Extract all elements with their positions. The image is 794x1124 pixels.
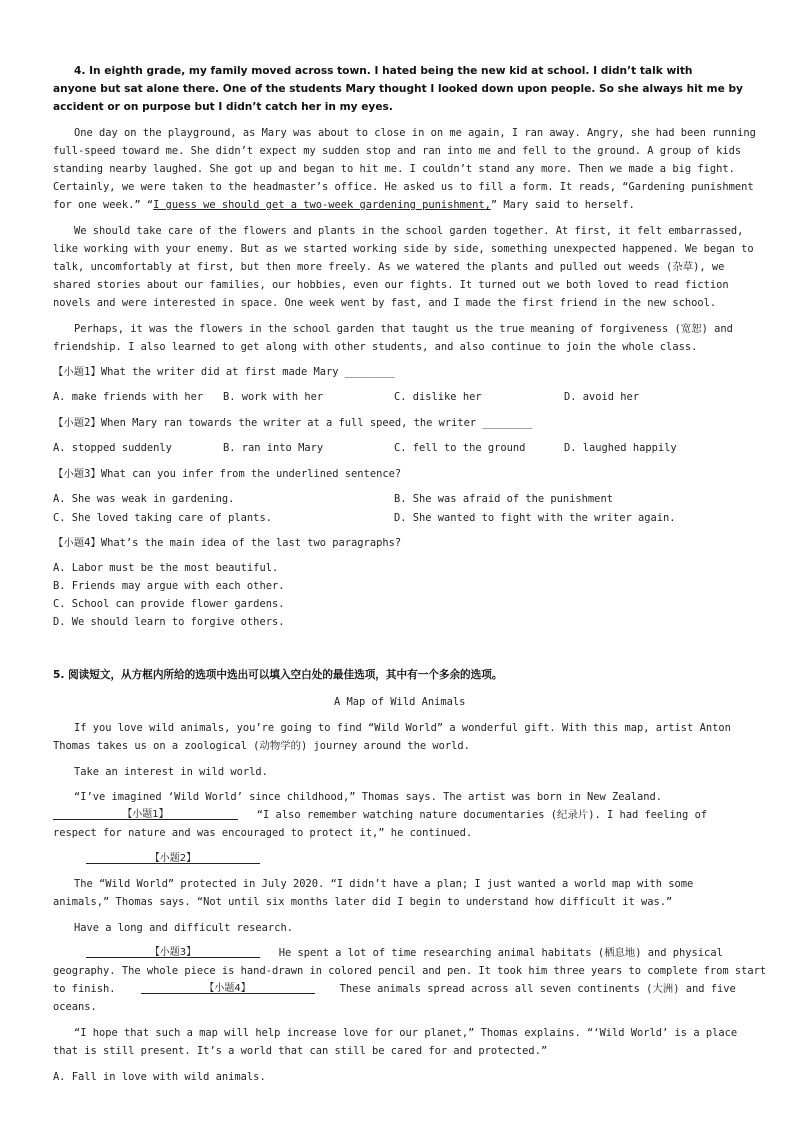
q4-p3-line-1: Perhaps, it was the flowers in the school garden that taught us the true meaning of forgiveness (宽恕) and — [74, 323, 733, 335]
q5-p2-line-2 — [53, 808, 707, 822]
q4-sub1-option-b[interactable]: B. work with her — [223, 391, 324, 403]
q4-p1-line-3: standing nearby laughed. She got up and began to hit me. I couldn’t stand any more. Then we made a big fight. — [53, 163, 735, 175]
q5-p4-line-1-text: He spent a lot of time researching animal habitats (栖息地) and physical — [278, 947, 723, 959]
blank-1[interactable] — [53, 808, 238, 820]
q4-sub4-option-d[interactable]: D. We should learn to forgive others. — [53, 616, 285, 628]
q4-sub1-stem: 【小题1】What the writer did at first made Mary ________ — [53, 366, 395, 378]
q4-sub3-option-c[interactable]: C. She loved taking care of plants. — [53, 512, 272, 524]
q4-p1-line-4: Certainly, we were taken to the headmaster’s office. He asked us to fill a form. It reads, “Gardening punishment — [53, 181, 754, 193]
q4-intro-line-1: 4. In eighth grade, my family moved across town. I hated being the new kid at school. I didn’t talk with — [74, 65, 693, 77]
q5-p5-line-1: “I hope that such a map will help increase love for our planet,” Thomas explains. “‘Wild World’ is a place — [74, 1027, 738, 1039]
q5-p3-line-2: animals,” Thomas says. “Not until six months later did I begin to understand how difficult it was.” — [53, 896, 673, 908]
q4-p2-line-2: like working with your enemy. But as we started working side by side, something unexpected happened. We began to — [53, 243, 754, 255]
q5-option-a[interactable]: A. Fall in love with wild animals. — [53, 1071, 266, 1083]
q4-sub3-option-b[interactable]: B. She was afraid of the punishment — [394, 493, 613, 505]
q4-sub2-stem: 【小题2】When Mary ran towards the writer at a full speed, the writer ________ — [53, 417, 533, 429]
q4-sub3-option-d[interactable]: D. She wanted to fight with the writer again. — [394, 512, 676, 524]
q4-sub4-stem: 【小题4】What’s the main idea of the last two paragraphs? — [53, 537, 402, 549]
q4-sub4-option-c[interactable]: C. School can provide flower gardens. — [53, 598, 285, 610]
q5-p5-line-2: that is still present. It’s a world that can still be cared for and protected.” — [53, 1045, 548, 1057]
q4-p2-line-4: shared stories about our families, our hobbies, even our fights. It turned out we both loved to read fiction — [53, 279, 729, 291]
q5-p4-line-2: geography. The whole piece is hand-drawn in colored pencil and pen. It took him three years to complete from start — [53, 965, 767, 977]
q5-p1-line-2: Thomas takes us on a zoological (动物学的) journey around the world. — [53, 740, 470, 752]
q4-sub3-option-a[interactable]: A. She was weak in gardening. — [53, 493, 235, 505]
q5-p3-line-1: The “Wild World” protected in July 2020. “I didn’t have a plan; I just wanted a world map with some — [74, 878, 694, 890]
q5-p2-line-1: “I’ve imagined ‘Wild World’ since childhood,” Thomas says. The artist was born in New Zealand. — [74, 791, 663, 803]
blank-3-label: 【小题3】 — [149, 947, 197, 958]
blank-2[interactable] — [86, 852, 260, 864]
q5-p2-line-2-text: “I also remember watching nature documentaries (纪录片). I had feeling of — [256, 809, 708, 821]
blank-4-label: 【小题4】 — [204, 983, 251, 994]
q4-p1-line-1: One day on the playground, as Mary was about to close in on me again, I ran away. Angry, she had been running — [74, 127, 756, 139]
q5-heading-2: Have a long and difficult research. — [74, 922, 293, 934]
q5-title: A Map of Wild Animals — [334, 696, 466, 708]
q4-p2-line-5: novels and were interested in space. One week went by fast, and I made the first friend in the new school. — [53, 297, 717, 309]
q5-instruction: 5. 阅读短文，从方框内所给的选项中选出可以填入空白处的最佳选项，其中有一个多余的选项。 — [53, 669, 503, 681]
q4-sub2-option-d[interactable]: D. laughed happily — [564, 442, 677, 454]
q4-sub1-option-c[interactable]: C. dislike her — [394, 391, 482, 403]
q5-p4-line-3-start: to finish. — [53, 983, 116, 995]
q5-p4-line-1 — [86, 946, 723, 960]
q5-p4-line-3 — [53, 982, 736, 996]
q4-intro-line-2: anyone but sat alone there. One of the students Mary thought I looked down upon people. So she always hit me by — [53, 83, 743, 95]
q4-p1-line-5 — [53, 198, 635, 212]
q5-blank-2-line — [86, 852, 260, 866]
q5-p1-line-1: If you love wild animals, you’re going to find “Wild World” a wonderful gift. With this map, artist Anton — [74, 722, 731, 734]
q4-sub2-option-b[interactable]: B. ran into Mary — [223, 442, 324, 454]
q4-sub1-option-d[interactable]: D. avoid her — [564, 391, 640, 403]
q4-intro-line-3: accident or on purpose but I didn’t catch her in my eyes. — [53, 101, 393, 113]
q5-p4-line-3-end: These animals spread across all seven continents (大洲) and five — [339, 983, 736, 995]
q5-heading-1: Take an interest in wild world. — [74, 766, 268, 778]
underlined-sentence: I guess we should get a two-week gardening punishment, — [153, 199, 491, 211]
q4-p1-line-5-start: for one week.” “ — [53, 199, 154, 211]
blank-4[interactable] — [141, 982, 315, 994]
q4-p2-line-3: talk, uncomfortably at first, but then more freely. As we watered the plants and pulled out weeds (杂草), we — [53, 261, 725, 273]
q4-sub3-stem: 【小题3】What can you infer from the underlined sentence? — [53, 468, 402, 480]
q4-sub2-option-a[interactable]: A. stopped suddenly — [53, 442, 172, 454]
q5-p4-line-4: oceans. — [53, 1001, 97, 1013]
blank-1-label: 【小题1】 — [122, 809, 169, 820]
q5-p2-line-3: respect for nature and was encouraged to protect it,” he continued. — [53, 827, 473, 839]
blank-3[interactable] — [86, 946, 260, 958]
q4-sub1-option-a[interactable]: A. make friends with her — [53, 391, 204, 403]
q4-p2-line-1: We should take care of the flowers and plants in the school garden together. At first, it felt embarrassed, — [74, 225, 744, 237]
q4-p3-line-2: friendship. I also learned to get along with other students, and also continue to join the whole class. — [53, 341, 698, 353]
q4-p1-line-5-end: ” Mary said to herself. — [490, 199, 635, 211]
q4-sub2-option-c[interactable]: C. fell to the ground — [394, 442, 526, 454]
q4-sub4-option-b[interactable]: B. Friends may argue with each other. — [53, 580, 285, 592]
blank-2-label: 【小题2】 — [149, 853, 197, 864]
q4-sub4-option-a[interactable]: A. Labor must be the most beautiful. — [53, 562, 279, 574]
q4-p1-line-2: full-speed toward me. She didn’t expect my sudden stop and ran into me and fell to the ground. A group of kids — [53, 145, 742, 157]
